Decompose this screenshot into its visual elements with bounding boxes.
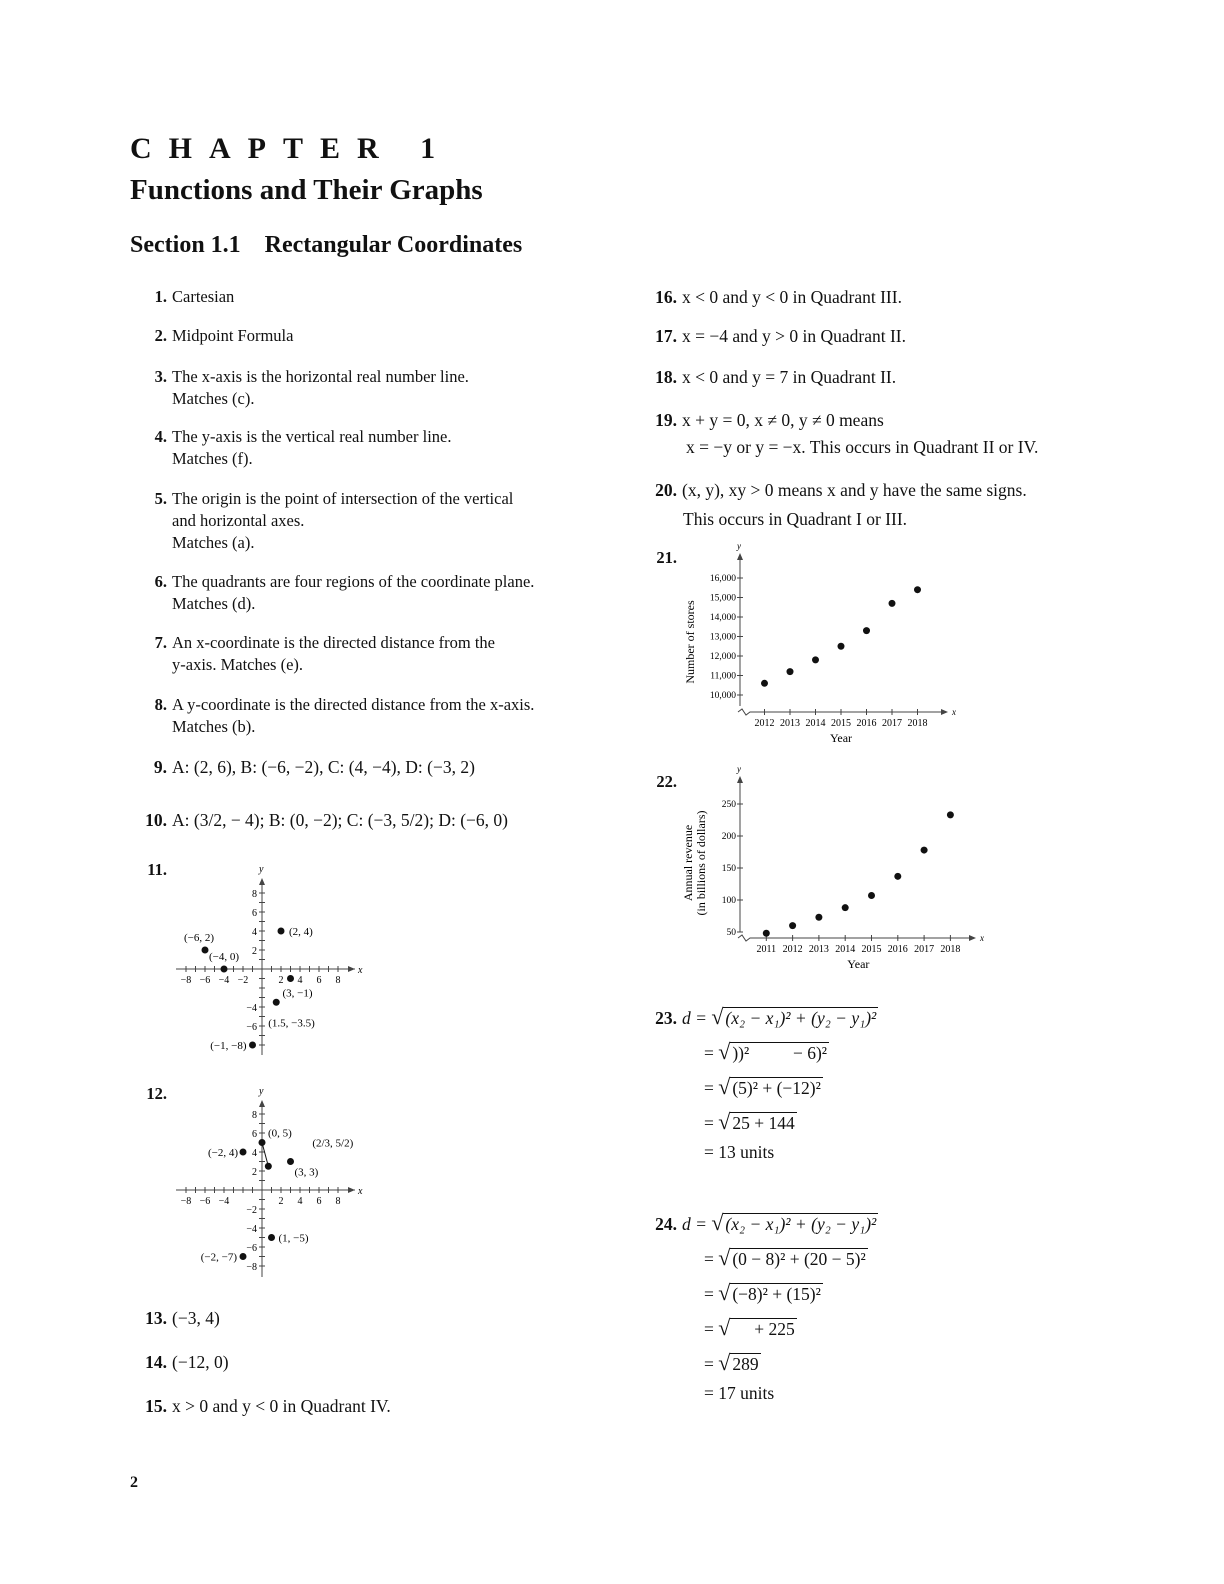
data-point	[842, 904, 849, 911]
y-tick-label: −6	[246, 1243, 257, 1254]
y-axis-arrow	[259, 878, 265, 885]
point-label: (−2, 4)	[207, 1147, 238, 1159]
x-tick-label: 8	[335, 1196, 341, 1207]
x-tick-label: −2	[237, 975, 249, 986]
y-tick-label: 11,000	[710, 671, 736, 682]
point-label: (−1, −8)	[210, 1040, 247, 1052]
x-tick-label: 2012	[782, 944, 803, 955]
x-axis-arrow	[969, 935, 976, 941]
y-tick-label: 13,000	[709, 632, 736, 643]
x-tick-label: 2	[278, 1196, 284, 1207]
item-24-line-4: = √ + 225	[704, 1315, 795, 1340]
data-point	[789, 922, 796, 929]
y-tick-label: 4	[252, 1148, 257, 1159]
y-axis-label: y	[259, 1086, 264, 1097]
point-label: (2/3, 5/2)	[312, 1137, 354, 1150]
item-16: 16. x < 0 and y < 0 in Quadrant III.	[655, 287, 902, 307]
data-point	[249, 1042, 256, 1049]
data-point	[868, 892, 875, 899]
point-label: (3, 3)	[294, 1166, 319, 1179]
data-point	[265, 1163, 272, 1170]
segment	[262, 1143, 268, 1167]
item-24-result: = 17 units	[704, 1383, 775, 1403]
item-24-line-5: = √ 289	[704, 1350, 759, 1375]
data-point	[914, 586, 921, 593]
item-3: 3. The x-axis is the horizontal real number line. Matches (c).	[154, 367, 469, 408]
section-title: Section 1.1 Rectangular Coordinates	[130, 232, 523, 258]
y-tick-label: −4	[246, 1003, 257, 1014]
point-label: (1.5, −3.5)	[268, 1017, 315, 1030]
y-tick-label: 12,000	[709, 652, 736, 662]
x-axis	[738, 935, 970, 941]
data-point	[812, 656, 819, 663]
y-tick-label: 15,000	[709, 593, 736, 604]
x-axis-title: Year	[829, 731, 853, 745]
data-point	[202, 947, 209, 954]
x-tick-label: −8	[180, 975, 192, 986]
point-label: (−6, 2)	[183, 932, 215, 944]
x-tick-label: 2017	[882, 718, 902, 729]
item-23-line-1: 23. d = √ (x₂ − x₁)² + (y₂ − y₁)²	[655, 1004, 877, 1029]
y-tick-label: 50	[726, 928, 736, 938]
item-8: 8. A y-coordinate is the directed distance from the x-axis. Matches (b).	[154, 695, 535, 736]
chart-22	[680, 764, 984, 978]
data-point	[761, 680, 768, 687]
data-point	[278, 928, 285, 935]
data-point	[787, 668, 794, 675]
y-axis-label: y	[737, 541, 741, 551]
data-point	[863, 627, 870, 634]
x-tick-label: −6	[199, 975, 211, 986]
point-label: (0, 5)	[268, 1127, 292, 1140]
item-19: 19. x + y = 0, x ≠ 0, y ≠ 0 means x = −y or y = −x. This occurs in Quadrant II or IV.	[655, 410, 1039, 457]
chart-21	[680, 541, 960, 755]
data-point	[259, 1139, 266, 1146]
y-tick-label: 4	[252, 927, 257, 938]
item-21-label: 21.	[656, 548, 677, 567]
item-10: 10. A: (3/2, − 4); B: (0, −2); C: (−3, 5/2); D: (−6, 0)	[145, 810, 508, 830]
x-tick-label: 2014	[805, 718, 826, 729]
x-axis-arrow	[941, 709, 948, 715]
x-tick-label: 2017	[914, 944, 935, 955]
y-tick-label: 200	[721, 832, 736, 842]
x-axis-label: x	[980, 933, 984, 943]
item-24	[650, 1206, 878, 1405]
item-5: 5. The origin is the point of intersection of the vertical and horizontal axes. Matches (a).	[154, 489, 514, 552]
y-tick-label: 2	[252, 946, 257, 957]
x-tick-label: −8	[180, 1196, 192, 1207]
item-23-line-4: = √ 25 + 144	[704, 1109, 795, 1134]
point-label: (−4, 0)	[208, 951, 240, 963]
x-axis-label: x	[358, 1186, 363, 1197]
point-label: (1, −5)	[278, 1232, 309, 1245]
point-label: (3, −1)	[282, 987, 313, 1000]
item-9: 9. A: (2, 6), B: (−6, −2), C: (4, −4), D: (−3, 2)	[153, 757, 475, 777]
y-tick-label: 14,000	[709, 613, 736, 623]
graph-11	[170, 860, 370, 1060]
item-12-label: 12.	[146, 1084, 167, 1103]
item-24-line-3: = √ (−8)² + (15)²	[704, 1280, 821, 1305]
item-23-line-2: = √ ))² − 6)²	[704, 1039, 828, 1064]
item-22-label: 22.	[656, 772, 677, 791]
item-4: 4. The y-axis is the vertical real number line. Matches (f).	[154, 427, 452, 468]
x-tick-label: 2013	[780, 718, 800, 729]
y-tick-label: 10,000	[709, 691, 736, 701]
y-axis-label: y	[737, 764, 741, 774]
y-tick-label: 100	[721, 896, 736, 906]
y-axis-title-line-1: Annual revenue	[681, 824, 695, 902]
x-axis-arrow	[348, 1187, 355, 1193]
graph-12	[170, 1082, 370, 1282]
item-11-label: 11.	[147, 860, 167, 879]
y-tick-label: 8	[252, 889, 257, 900]
y-tick-label: −6	[246, 1022, 257, 1033]
y-tick-label: 8	[252, 1110, 257, 1121]
y-tick-label: −4	[246, 1224, 257, 1235]
y-axis-label: y	[259, 864, 264, 875]
y-tick-label: −8	[246, 1262, 257, 1273]
y-tick-label: 6	[252, 908, 257, 919]
x-tick-label: −4	[218, 1196, 230, 1207]
y-axis-title: Number of stores	[683, 600, 697, 684]
y-axis-arrow	[737, 776, 743, 783]
x-axis-arrow	[348, 966, 355, 972]
x-tick-label: 2	[278, 975, 284, 986]
x-tick-label: 2016	[887, 944, 908, 955]
point-label: (2, 4)	[289, 926, 313, 938]
data-point	[268, 1234, 275, 1241]
x-tick-label: 2016	[856, 718, 877, 729]
x-tick-label: 2012	[754, 718, 775, 729]
data-point	[273, 999, 280, 1006]
y-tick-label: −2	[246, 1205, 257, 1216]
item-17: 17. x = −4 and y > 0 in Quadrant II.	[655, 326, 907, 346]
x-tick-label: 6	[316, 975, 322, 986]
x-tick-label: 2018	[907, 718, 928, 729]
x-axis-label: x	[952, 707, 956, 717]
item-18: 18. x < 0 and y = 7 in Quadrant II.	[655, 367, 897, 387]
x-axis-title: Year	[847, 957, 870, 971]
data-point	[889, 600, 896, 607]
item-23-result: = 13 units	[704, 1142, 775, 1162]
data-point	[921, 847, 928, 854]
item-7: 7. An x-coordinate is the directed distance from the y-axis. Matches (e).	[154, 633, 496, 674]
chapter-title: Functions and Their Graphs	[130, 174, 483, 206]
data-point	[287, 1158, 294, 1165]
item-24-line-2: = √ (0 − 8)² + (20 − 5)²	[704, 1245, 866, 1270]
data-point	[240, 1149, 247, 1156]
x-tick-label: −4	[218, 975, 230, 986]
y-tick-label: 150	[721, 864, 736, 874]
point-label: (−2, −7)	[200, 1251, 237, 1264]
x-tick-label: 8	[335, 975, 341, 986]
x-tick-label: −6	[199, 1196, 211, 1207]
x-tick-label: 2013	[808, 944, 829, 955]
item-23-line-3: = √ (5)² + (−12)²	[704, 1074, 821, 1099]
x-tick-label: 2015	[861, 944, 882, 955]
x-tick-label: 2014	[835, 944, 856, 955]
y-tick-label: 250	[721, 800, 736, 810]
x-axis-label: x	[358, 965, 363, 976]
item-24-line-1: 24. d = √ (x₂ − x₁)² + (y₂ − y₁)²	[655, 1210, 877, 1235]
y-axis-arrow	[737, 553, 743, 560]
item-1: 1. Cartesian	[154, 287, 235, 306]
y-tick-label: 2	[252, 1167, 257, 1178]
x-axis	[738, 709, 942, 715]
data-point	[287, 975, 294, 982]
item-23	[650, 1000, 878, 1164]
y-tick-label: 16,000	[709, 574, 736, 584]
data-point	[894, 873, 901, 880]
data-point	[221, 966, 228, 973]
item-20: 20. (x, y), xy > 0 means x and y have the same signs. This occurs in Quadrant I or III.	[655, 480, 1027, 529]
page-number: 2	[130, 1474, 138, 1491]
x-tick-label: 4	[297, 975, 303, 986]
item-15: 15. x > 0 and y < 0 in Quadrant IV.	[145, 1396, 391, 1416]
y-axis-arrow	[259, 1100, 265, 1107]
x-tick-label: 2015	[831, 718, 851, 729]
x-tick-label: 6	[316, 1196, 322, 1207]
x-tick-label: 2018	[940, 944, 961, 955]
item-2: 2. Midpoint Formula	[154, 326, 294, 345]
x-tick-label: 2011	[756, 944, 777, 955]
data-point	[838, 643, 845, 650]
item-6: 6. The quadrants are four regions of the coordinate plane. Matches (d).	[154, 572, 535, 613]
data-point	[763, 930, 770, 937]
x-tick-label: 4	[297, 1196, 303, 1207]
y-axis-title-line-2: (in billions of dollars)	[694, 810, 708, 916]
item-14: 14. (−12, 0)	[145, 1352, 229, 1372]
item-13: 13. (−3, 4)	[145, 1308, 220, 1328]
data-point	[815, 914, 822, 921]
data-point	[240, 1253, 247, 1260]
chapter-label: CHAPTER 1	[130, 132, 453, 165]
y-tick-label: 6	[252, 1129, 257, 1140]
data-point	[947, 811, 954, 818]
